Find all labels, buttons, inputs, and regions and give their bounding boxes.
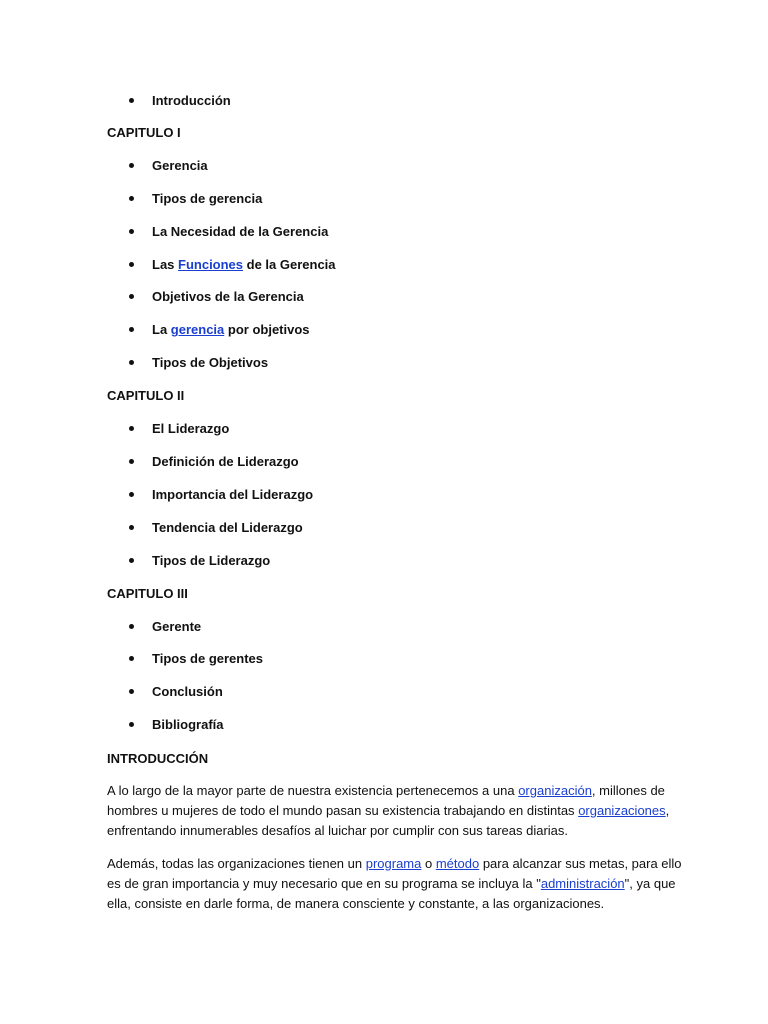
paragraph-line: ella, consiste en darle forma, de manera consciente y constante, a las organizaciones. <box>107 896 605 911</box>
toc-item-label: El Liderazgo <box>152 421 230 436</box>
toc-item-label: Conclusión <box>152 684 223 699</box>
metodo-link[interactable]: método <box>435 856 480 871</box>
toc-item-label: Tipos de Objetivos <box>152 355 269 370</box>
toc-item-text: La <box>152 322 171 337</box>
toc-item-label: Objetivos de la Gerencia <box>152 289 304 304</box>
toc-item-label: Introducción <box>152 93 231 108</box>
funciones-link[interactable]: Funciones <box>178 257 244 272</box>
paragraph-text: A lo largo de la mayor parte de nuestra existencia pertenecemos a una <box>107 783 519 798</box>
paragraph-text: Además, todas las organizaciones tienen un <box>107 856 366 871</box>
toc-item-gerencia-objetivos <box>152 322 310 338</box>
intro-heading: INTRODUCCIÓN <box>107 751 209 766</box>
paragraph-text: , <box>665 803 670 818</box>
chapter-2-heading: CAPITULO II <box>107 388 185 403</box>
intro-paragraph-1 <box>107 781 670 841</box>
paragraph-line <box>107 801 670 821</box>
toc-item-funciones <box>152 257 336 273</box>
toc-item-label: Bibliografía <box>152 717 224 732</box>
toc-item <box>152 553 270 569</box>
toc-item-label: Importancia del Liderazgo <box>152 487 314 502</box>
toc-item <box>152 717 224 733</box>
chapter-3-heading: CAPITULO III <box>107 586 188 601</box>
toc-item-tipos-gerencia <box>152 191 262 207</box>
programa-link[interactable]: programa <box>365 856 422 871</box>
paragraph-text: hombres u mujeres de todo el mundo pasan su existencia trabajando en distintas <box>107 803 579 818</box>
toc-item-text: de la Gerencia <box>243 257 336 272</box>
toc-item-label: La Necesidad de la Gerencia <box>152 224 329 239</box>
paragraph-line <box>107 781 667 801</box>
paragraph-text: , millones de <box>591 783 665 798</box>
toc-item-label: Definición de Liderazgo <box>152 454 299 469</box>
organizacion-link[interactable]: organización <box>518 783 592 798</box>
toc-item <box>152 454 299 470</box>
toc-item-necesidad <box>152 224 328 240</box>
gerencia-link[interactable]: gerencia <box>170 322 225 337</box>
toc-item <box>152 619 201 635</box>
toc-item-tipos-objetivos <box>152 355 268 371</box>
paragraph-text: ", ya que <box>624 876 676 891</box>
administracion-link[interactable]: administración <box>540 876 625 891</box>
paragraph-line <box>107 874 676 894</box>
paragraph-text: o <box>421 856 436 871</box>
toc-item-gerencia <box>152 158 208 174</box>
toc-item-introduccion <box>152 93 231 109</box>
paragraph-text: es de gran importancia y muy necesario que en su programa se incluya la " <box>107 876 541 891</box>
chapter-1-heading: CAPITULO I <box>107 125 181 140</box>
toc-item-label: Tendencia del Liderazgo <box>152 520 303 535</box>
toc-item-label: Tipos de Liderazgo <box>152 553 271 568</box>
toc-item-text: Las <box>152 257 179 272</box>
organizaciones-link[interactable]: organizaciones <box>578 803 666 818</box>
toc-item <box>152 520 303 536</box>
intro-paragraph-2 <box>107 854 682 914</box>
toc-item-text: por objetivos <box>224 322 310 337</box>
paragraph-text: para alcanzar sus metas, para ello <box>479 856 682 871</box>
toc-item-label: Gerente <box>152 619 202 634</box>
paragraph-line: enfrentando innumerables desafíos al luichar por cumplir con sus tareas diarias. <box>107 823 569 838</box>
toc-item <box>152 487 313 503</box>
toc-item-objetivos <box>152 289 304 305</box>
toc-item-label: Gerencia <box>152 158 208 173</box>
toc-item-label: Tipos de gerencia <box>152 191 263 206</box>
toc-item <box>152 651 263 667</box>
toc-item-label: Tipos de gerentes <box>152 651 264 666</box>
paragraph-line <box>107 854 682 874</box>
toc-item <box>152 421 229 437</box>
toc-item <box>152 684 223 700</box>
